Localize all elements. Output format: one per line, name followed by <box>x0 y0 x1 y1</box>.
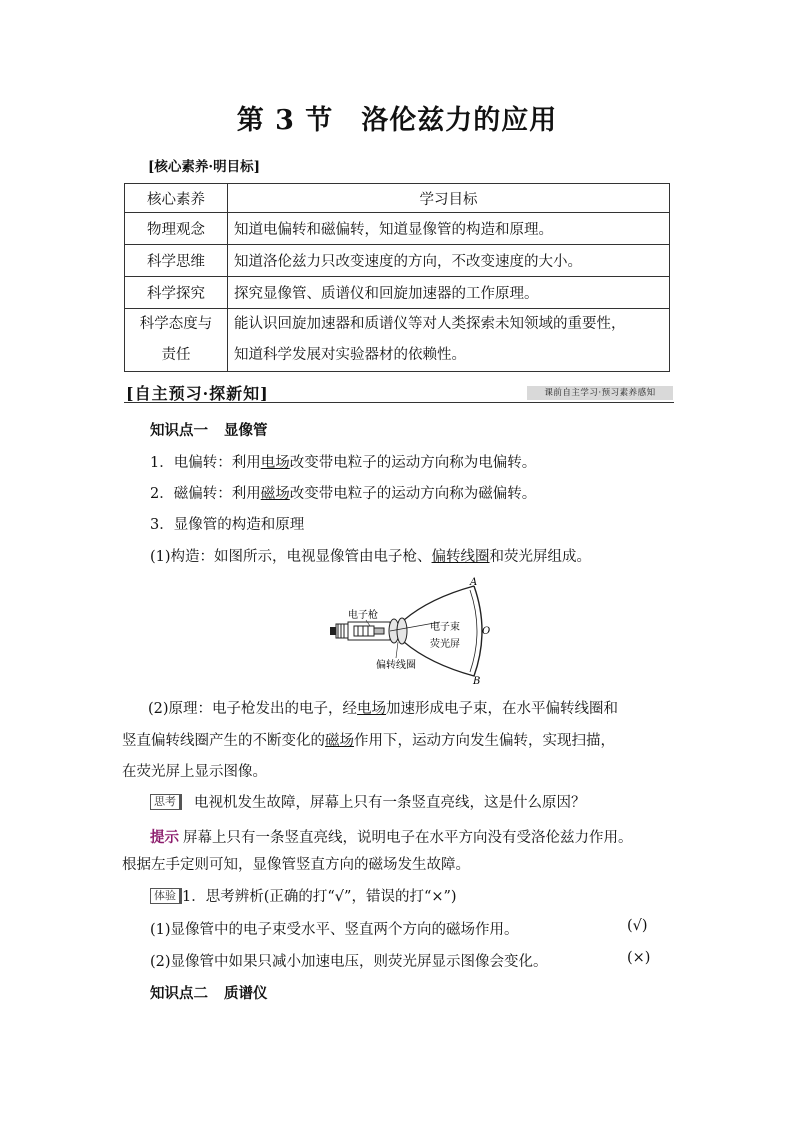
experience-title <box>150 885 457 906</box>
principle-line-2 <box>122 726 676 757</box>
beam-label: 电子束 <box>430 622 460 633</box>
hint-label: 提示 <box>150 829 179 846</box>
hint-line-1 <box>150 826 633 847</box>
goal-line-2: 知道科学发展对实验器材的依赖性。 <box>234 347 466 363</box>
goal-line-1: 能认识回旋加速器和质谱仪等对人类探索未知领域的重要性， <box>234 316 626 332</box>
think-text: 电视机发生故障，屏幕上只有一条竖直亮线，这是什么原因？ <box>194 795 586 811</box>
banner-tag: 课前自主学习·预习素养感知 <box>527 386 673 400</box>
think-question <box>150 791 586 812</box>
principle-line-1 <box>148 694 676 725</box>
knowledge-point-1 <box>150 419 268 440</box>
quality-line-2: 责任 <box>161 347 191 363</box>
table-cell-goal: 知道洛伦兹力只改变速度的方向，不改变速度的大小。 <box>228 245 670 277</box>
principle-paragraph <box>148 694 676 725</box>
judge-mark-2: (×) <box>627 950 651 966</box>
table-header-row <box>125 184 670 213</box>
kp1-name: 显像管 <box>224 422 268 439</box>
principle-line-3: 在荧光屏上显示图像。 <box>122 764 267 780</box>
table-cell-quality <box>125 309 228 372</box>
principle-text-2: 加速形成电子束，在水平偏转线圈和 <box>386 701 619 717</box>
table-row <box>125 213 670 245</box>
principle-text-3: 竖直偏转线圈产生的不断变化的 <box>122 733 325 749</box>
construction-key: 偏转线圈 <box>431 549 490 565</box>
goals-table <box>124 183 670 372</box>
item2-suffix: 改变带电粒子的运动方向称为磁偏转。 <box>289 486 537 502</box>
table-row <box>125 245 670 277</box>
page-title <box>0 98 794 137</box>
judge-item-2: (2)显像管中如果只减小加速电压，则荧光屏显示图像会变化。 <box>150 954 548 970</box>
table-cell-goal <box>228 309 670 372</box>
table-cell-quality: 科学思维 <box>125 245 228 277</box>
item1-prefix: 1．电偏转：利用 <box>150 455 261 471</box>
table-cell-goal: 探究显像管、质谱仪和回旋加速器的工作原理。 <box>228 277 670 309</box>
principle-key-1: 电场 <box>357 701 387 717</box>
point-o-label: O <box>482 626 491 637</box>
quality-line-1: 科学态度与 <box>139 316 213 332</box>
table-cell-quality: 物理观念 <box>125 213 228 245</box>
section-number: 第 3 节 <box>236 105 334 136</box>
coil-label: 偏转线圈 <box>376 660 416 671</box>
hint-text-1: 屏幕上只有一条竖直亮线，说明电子在水平方向没有受洛伦兹力作用。 <box>183 830 633 846</box>
point-a-label: A <box>470 577 478 588</box>
judge-item-1: (1)显像管中的电子束受水平、竖直两个方向的磁场作用。 <box>150 922 519 938</box>
table-header-quality: 核心素养 <box>125 184 228 213</box>
core-label: [核心素养·明目标] <box>148 159 260 175</box>
table-cell-goal: 知道电偏转和磁偏转，知道显像管的构造和原理。 <box>228 213 670 245</box>
crt-diagram <box>330 576 500 686</box>
kp1-label: 知识点一 <box>150 422 208 439</box>
item-magnetic-deflection <box>150 482 536 503</box>
kp2-label: 知识点二 <box>150 985 208 1002</box>
table-row <box>125 309 670 372</box>
construction-suffix: 和荧光屏组成。 <box>489 549 592 565</box>
table-header-goal: 学习目标 <box>228 184 670 213</box>
item1-suffix: 改变带电粒子的运动方向称为电偏转。 <box>289 455 537 471</box>
principle-key-2: 磁场 <box>325 733 354 749</box>
table-row <box>125 277 670 309</box>
item2-prefix: 2．磁偏转：利用 <box>150 486 261 502</box>
item-electric-deflection <box>150 451 536 472</box>
construction-text <box>150 545 591 566</box>
knowledge-point-2 <box>150 982 268 1003</box>
experience-box-icon: 体验 <box>150 888 182 904</box>
item1-key: 电场 <box>260 455 290 471</box>
principle-text-1: (2)原理：电子枪发出的电子，经 <box>148 701 358 717</box>
point-b-label: B <box>473 676 481 686</box>
table-cell-quality: 科学探究 <box>125 277 228 309</box>
kp2-name: 质谱仪 <box>224 985 268 1002</box>
section-name: 洛伦兹力的应用 <box>361 105 558 136</box>
experience-text: 1．思考辨析(正确的打“√”，错误的打“×”) <box>182 889 457 905</box>
construction-prefix: (1)构造：如图所示，电视显像管由电子枪、 <box>150 549 432 565</box>
principle-text-4: 作用下，运动方向发生偏转，实现扫描， <box>354 733 615 749</box>
think-box-icon: 思考 <box>150 794 182 810</box>
screen-label: 荧光屏 <box>430 639 460 650</box>
judge-mark-1: (√) <box>627 918 648 934</box>
gun-label: 电子枪 <box>348 610 378 621</box>
hint-line-2: 根据左手定则可知，显像管竖直方向的磁场发生故障。 <box>122 857 470 873</box>
item2-key: 磁场 <box>260 486 290 502</box>
item-crt-structure: 3．显像管的构造和原理 <box>150 517 305 533</box>
banner-title: [自主预习·探新知] <box>126 384 269 403</box>
